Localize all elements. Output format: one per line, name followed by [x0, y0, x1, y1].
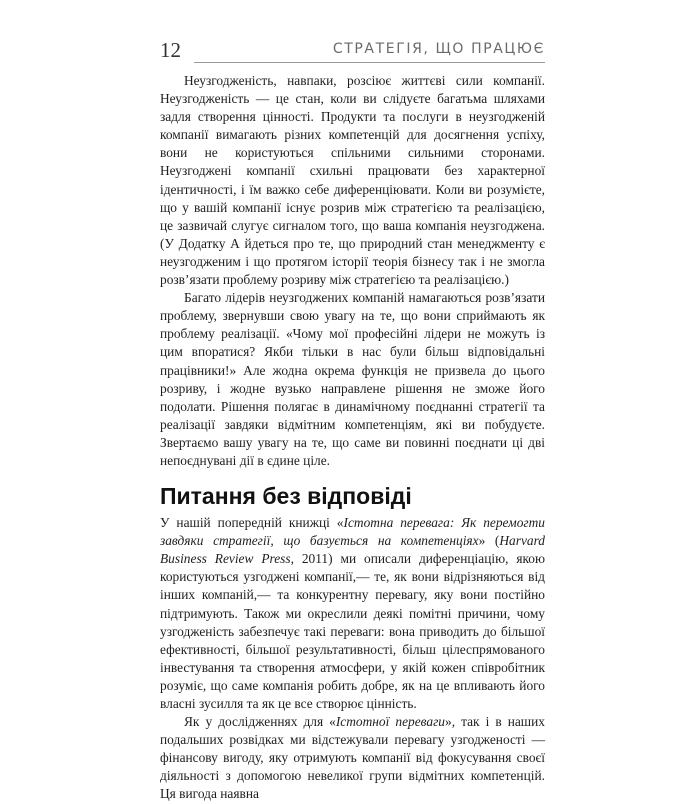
text-run: Неузгодженість, навпаки, розсіює життєві сили компанії. Неузгодженість — це стан, коли ви слідуєте багатьма шляхами задля створення цінності. Продукти та послуги в неузгодженій компанії вимагають різних компетенцій для досягнення успіху, вони не користуються спільними сильними сторонами. Неузгоджені компанії схильні працювати без характерної ідентичності, і їм важко себе диференціювати. Коли ви розумієте, що у вашій компанії існує розрив між стратегією та реалізацією, це зазвичай слугує сигналом того, що ваша компанія неузгоджена. (У Додатку А йдеться про те, що природний стан менеджменту є неузгодженим і що протягом історії теорія бізнесу так і не змогла розв’язати проблему розриву між стратегією та реалізацією.)	[160, 73, 545, 288]
text-run: Багато лідерів неузгоджених компаній намагаються розв’язати проблему, звернувши свою увагу на те, що вони сприймають як проблему реалізації. «Чому мої професійні лідери не можуть із цим впоратися? Якби тільки в нас були більш відповідальні працівники!» Але жодна окрема функція не призвела до цього розриву, і жодне вузько направлене рішення не зможе його подолати. Рішення полягає в динамічному поєднанні стратегії та реалізації завдяки відмітним компетенціям, які ви побудуєте. Звертаємо вашу увагу на те, що саме ви повинні поєднати ці дві непоєднувані дії в єдине ціле.	[160, 290, 545, 468]
text-run: Як у дослідженнях для «	[184, 714, 336, 730]
text-run: », так і в наших подальших розвідках ми відстежували перевагу узгодженості — фінансову вигоду, яку отримують компанії від фокусування своєї діяльності з допомогою невеликої групи відмітних компетенцій. Ця вигода наявна	[160, 714, 545, 802]
header-rule	[194, 62, 545, 63]
page-number: 12	[160, 38, 181, 62]
running-title: СТРАТЕГІЯ, ЩО ПРАЦЮЄ	[332, 41, 545, 57]
text-run: У нашій попередній книжці «	[160, 515, 344, 531]
section-heading: Питання без відповіді	[160, 483, 412, 510]
italic-text-run: Істотної переваги	[335, 714, 445, 730]
running-header	[160, 36, 545, 66]
paragraph	[160, 289, 545, 470]
paragraph	[160, 514, 545, 713]
body-text	[160, 72, 545, 804]
paragraph	[160, 713, 545, 803]
text-run: » (	[478, 533, 500, 549]
italic-text-run: Harvard Business Review Press	[160, 533, 545, 567]
paragraph	[160, 72, 545, 289]
italic-text-run: Істотна перевага: Як перемогти завдяки стратегії, що базується на компетенціях	[160, 515, 545, 549]
text-run: , 2011) ми описали диференціацію, якою користуються узгоджені компанії,— те, як вони відрізняються від інших компаній,— та конкурентну перевагу, яку вони постійно підтримують. Також ми окреслили деякі помітні причини, чому узгодженість забезпечує такі переваги: вона приводить до більшої ефективності, більшої результативності, більш цілеспрямованого інвестування та створення атмосфери, у якій кожен співробітник розуміє, що саме компанія робить добре, як на це впливають його власні зусилля та як це все створює цінність.	[160, 551, 546, 711]
